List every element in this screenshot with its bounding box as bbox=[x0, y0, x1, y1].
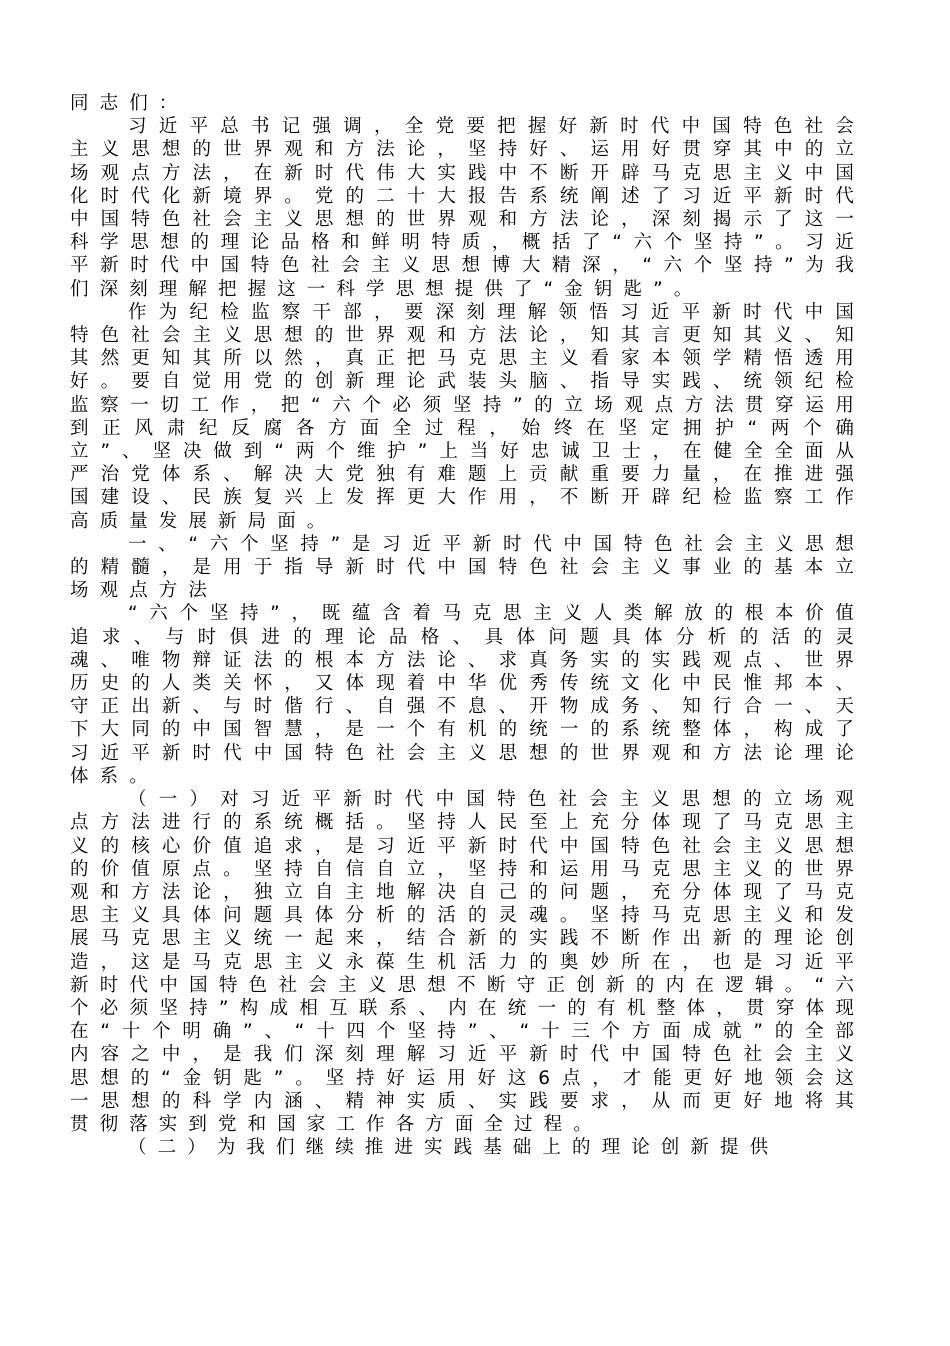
paragraph-subsection-1: （一）对习近平新时代中国特色社会主义思想的立场观点方法进行的系统概括。坚持人民至上充分体现了马克思主义的核心价值追求，是习近平新时代中国特色社会主义思想的价值原点。坚持自信自立，坚持和运用马克思主义的世界观和方法论，独立自主地解决自己的问题，充分体现了马克思主义具体问题具体分析的活的灵魂。坚持马克思主义和发展马克思主义统一起来，结合新的实践不断作出新的理论创造，这是马克思主义永葆生机活力的奥妙所在，也是习近平新时代中国特色社会主义思想不断守正创新的内在逻辑。“六个必须坚持”构成相互联系、内在统一的有机整体，贯穿体现在“十个明确”、“十四个坚持”、“十三个方面成就”的全部内容之中，是我们深刻理解习近平新时代中国特色社会主义思想的“金钥匙”。坚持好运用好这6点，才能更好地领会这一思想的科学内涵、精神实质、实践要求，从而更好地将其贯彻落实到党和国家工作各方面全过程。 bbox=[70, 789, 865, 1135]
paragraph-requirements: 作为纪检监察干部，要深刻理解领悟习近平新时代中国特色社会主义思想的世界观和方法论，知其言更知其义、知其然更知其所以然，真正把马克思主义看家本领学精悟透用好。要自觉用党的创新理论武装头脑、指导实践、统领纪检监察一切工作，把“六个必须坚持”的立场观点方法贯穿运用到正风肃纪反腐各方面全过程，始终在坚定拥护“两个确立”、坚决做到“两个维护”上当好忠诚卫士，在健全全面从严治党体系、解决大党独有难题上贡献重要力量，在推进强国建设、民族复兴上发挥更大作用，不断开辟纪检监察工作高质量发展新局面。 bbox=[70, 301, 865, 532]
salutation: 同志们： bbox=[70, 93, 189, 114]
paragraph-six-persistences: “六个坚持”，既蕴含着马克思主义人类解放的根本价值追求、与时俱进的理论品格、具体问题具体分析的活的灵魂、唯物辩证法的根本方法论、求真务实的实践观点、世界历史的人类关怀，又体现着中华优秀传统文化中民惟邦本、守正出新、与时偕行、自强不息、开物成务、知行合一、天下大同的中国智慧，是一个有机的统一的系统整体，构成了习近平新时代中国特色社会主义思想的世界观和方法论理论体系。 bbox=[70, 603, 865, 787]
paragraph-intro: 习近平总书记强调，全党要把握好新时代中国特色社会主义思想的世界观和方法论，坚持好、运用好贯穿其中的立场观点方法，在新时代伟大实践中不断开辟马克思主义中国化时代化新境界。党的二十大报告系统阐述了习近平新时代中国特色社会主义思想的世界观和方法论，深刻揭示了这一科学思想的理论品格和鲜明特质，概括了“六个坚持”。习近平新时代中国特色社会主义思想博大精深，“六个坚持”为我们深刻理解把握这一科学思想提供了“金钥匙”。 bbox=[70, 116, 865, 300]
paragraph-subsection-2: （二）为我们继续推进实践基础上的理论创新提供 bbox=[128, 1137, 780, 1159]
section-heading-1: 一、“六个坚持”是习近平新时代中国特色社会主义思想的精髓，是用于指导新时代中国特色社会主义事业的基本立场观点方法 bbox=[70, 533, 865, 602]
document-body bbox=[70, 92, 865, 1159]
